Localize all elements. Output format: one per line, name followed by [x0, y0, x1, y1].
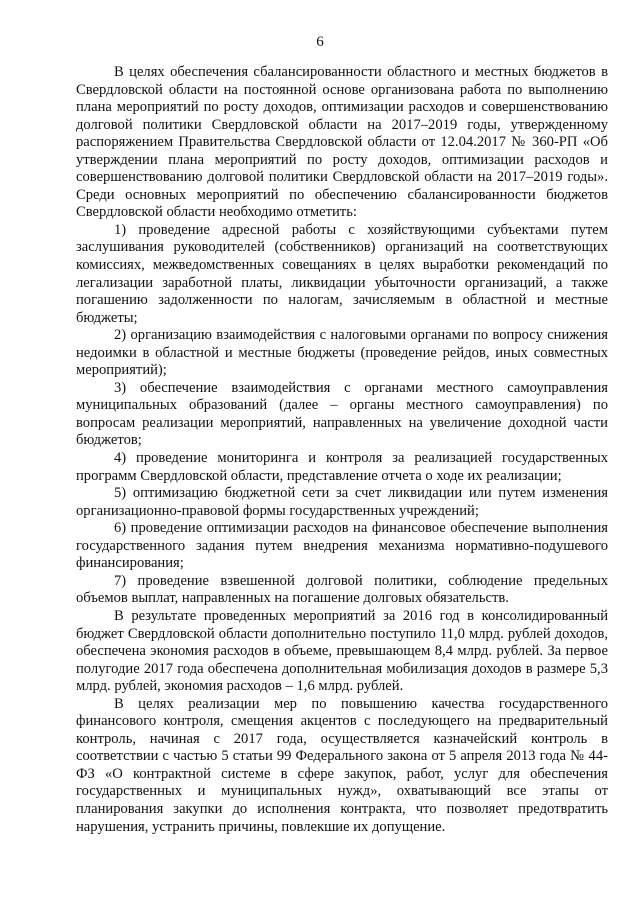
paragraph-intro: В целях обеспечения сбалансированности областного и местных бюджетов в Свердловской области на постоянной основе организована работа по выполнению плана мероприятий по росту доходов, оптимизации расходов и совершенствованию долговой политики Свердловской области на 2017–2019 годы, утвержденному распоряжением Правительства Свердловской области от 12.04.2017 № 360-РП «Об утверждении плана мероприятий по росту доходов, оптимизации расходов и совершенствованию долговой политики Свердловской области на 2017–2019 годы». Среди основных мероприятий по обеспечению сбалансированности бюджетов Свердловской области необходимо отметить:	[76, 64, 608, 221]
paragraph-control: В целях реализации мер по повышению качества государственного финансового контроля, смещения акцентов с последующего на предварительный контроль, начиная с 2017 года, осуществляется казначейский контроль в соответствии с частью 5 статьи 99 Федерального закона от 5 апреля 2013 года № 44-ФЗ «О контрактной системе в сфере закупок, работ, услуг для обеспечения государственных и муниципальных нужд», охватывающий все этапы от планирования закупки до исполнения контракта, что позволяет предотвратить нарушения, устранить причины, повлекшие их допущение.	[76, 695, 608, 835]
list-item-4: 4) проведение мониторинга и контроля за реализацией государственных программ Свердловской области, представление отчета о ходе их реализации;	[76, 450, 608, 484]
paragraph-results: В результате проведенных мероприятий за 2016 год в консолидированный бюджет Свердловской области дополнительно поступило 11,0 млрд. рублей доходов, обеспечена экономия расходов в объеме, превышающем 8,4 млрд. рублей. За первое полугодие 2017 года обеспечена дополнительная мобилизация доходов в размере 5,3 млрд. рублей, экономия расходов – 1,6 млрд. рублей.	[76, 607, 608, 695]
list-item-3: 3) обеспечение взаимодействия с органами местного самоуправления муниципальных образований (далее – органы местного самоуправления) по вопросам реализации мероприятий, направленных на увеличение доходной части бюджетов;	[76, 379, 608, 449]
list-item-5: 5) оптимизацию бюджетной сети за счет ликвидации или путем изменения организационно-правовой формы государственных учреждений;	[76, 485, 608, 519]
document-body	[76, 64, 608, 836]
page-number: 6	[316, 34, 324, 50]
list-item-1: 1) проведение адресной работы с хозяйствующими субъектами путем заслушивания руководителей (собственников) организаций на соответствующих комиссиях, межведомственных совещаниях в целях выработки рекомендаций по легализации заработной платы, ликвидации убыточности организаций, а также погашению задолженности по налогам, зачисляемым в областной и местные бюджеты;	[76, 221, 608, 326]
list-item-7: 7) проведение взвешенной долговой политики, соблюдение предельных объемов выплат, направленных на погашение долговых обязательств.	[76, 572, 608, 607]
list-item-2: 2) организацию взаимодействия с налоговыми органами по вопросу снижения недоимки в областной и местные бюджеты (проведение рейдов, иных совместных мероприятий);	[76, 327, 608, 379]
list-item-6: 6) проведение оптимизации расходов на финансовое обеспечение выполнения государственного задания путем внедрения механизма нормативно-подушевого финансирования;	[76, 520, 608, 572]
